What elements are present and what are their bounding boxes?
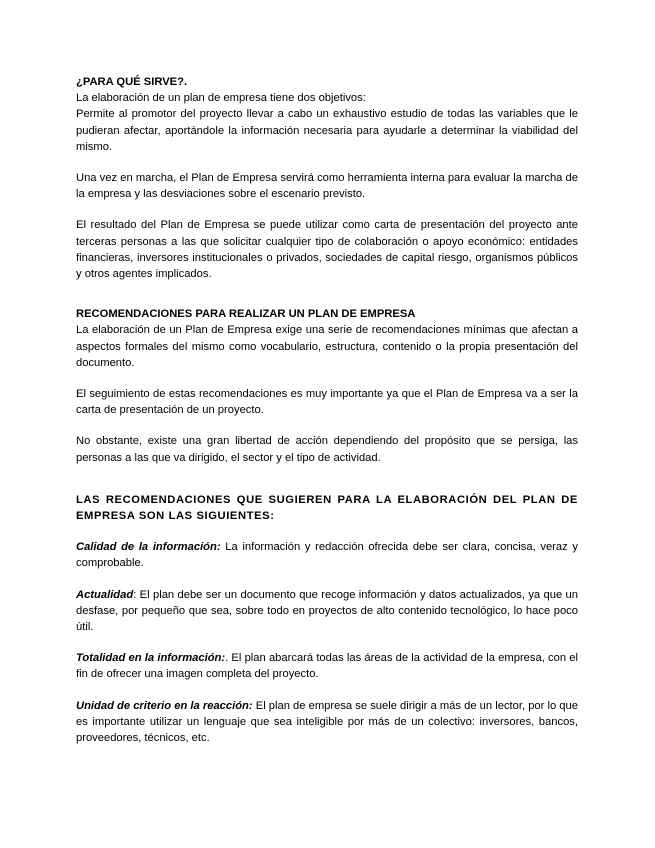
list-item	[76, 698, 578, 747]
list-item-term: Actualidad	[76, 588, 134, 601]
paragraph-presentation: El resultado del Plan de Empresa se puede utilizar como carta de presentación del proyecto ante terceras personas a las que solicitar cualquier tipo de colaboración o apoyo económico: entidades financieras, inversores institucionales o privados, sociedades de capital riesgo, organismos públicos y otros agentes implicados.	[76, 219, 578, 281]
paragraph-recommendations-2: El seguimiento de estas recomendaciones es muy importante ya que el Plan de Empresa va a ser la carta de presentación de un proyecto.	[76, 388, 578, 417]
list-item-text: : El plan debe ser un documento que recoge información y datos actualizados, ya que un desfase, por pequeño que sea, sobre todo en proyectos de alto contenido tecnológico, lo hace poco útil.	[76, 588, 578, 634]
section-heading-purpose: ¿PARA QUÉ SIRVE?.	[76, 76, 188, 88]
paragraph-objective-1: Permite al promotor del proyecto llevar a cabo un exhaustivo estudio de todas las variables que le pudieran afectar, aportándole la información necesaria para ayudarle a determinar la viabilidad del mismo.	[76, 108, 578, 153]
list-item-term: Calidad de la información:	[76, 541, 221, 554]
list-item-text: La información y redacción ofrecida debe ser clara, concisa, veraz y comprobable.	[76, 541, 578, 570]
paragraph-objective-2: Una vez en marcha, el Plan de Empresa servirá como herramienta interna para evaluar la marcha de la empresa y las desviaciones sobre el escenario previsto.	[76, 172, 578, 201]
list-item-text: . El plan abarcará todas las áreas de la actividad de la empresa, con el fin de ofrecer una imagen completa del proyecto.	[76, 652, 578, 681]
list-item	[76, 587, 578, 636]
paragraph-intro: La elaboración de un plan de empresa tiene dos objetivos:	[76, 92, 366, 105]
section-heading-recommendations: RECOMENDACIONES PARA REALIZAR UN PLAN DE EMPRESA	[76, 308, 416, 321]
paragraph-recommendations-3: No obstante, existe una gran libertad de acción dependiendo del propósito que se persiga, las personas a las que va dirigido, el sector y el tipo de actividad.	[76, 435, 578, 464]
list-item	[76, 650, 578, 682]
list-item	[76, 539, 578, 571]
document-page	[76, 74, 578, 746]
paragraph-recommendations-1: La elaboración de un Plan de Empresa exige una serie de recomendaciones mínimas que afectan a aspectos formales del mismo como vocabulario, estructura, contenido o la propia presentación del documento.	[76, 324, 578, 369]
list-item-text: El plan de empresa se suele dirigir a más de un lector, por lo que es importante utilizar un lenguaje que sea inteligible por más de un colectivo: inversores, bancos, proveedores, técnicos, etc.	[76, 699, 578, 745]
section-heading-list: LAS RECOMENDACIONES QUE SUGIEREN PARA LA ELABORACIÓN DEL PLAN DE EMPRESA SON LAS SIGUIENTES:	[76, 493, 578, 523]
list-item-term: Unidad de criterio en la reacción:	[76, 699, 253, 712]
list-item-term: Totalidad en la información:	[76, 652, 226, 665]
